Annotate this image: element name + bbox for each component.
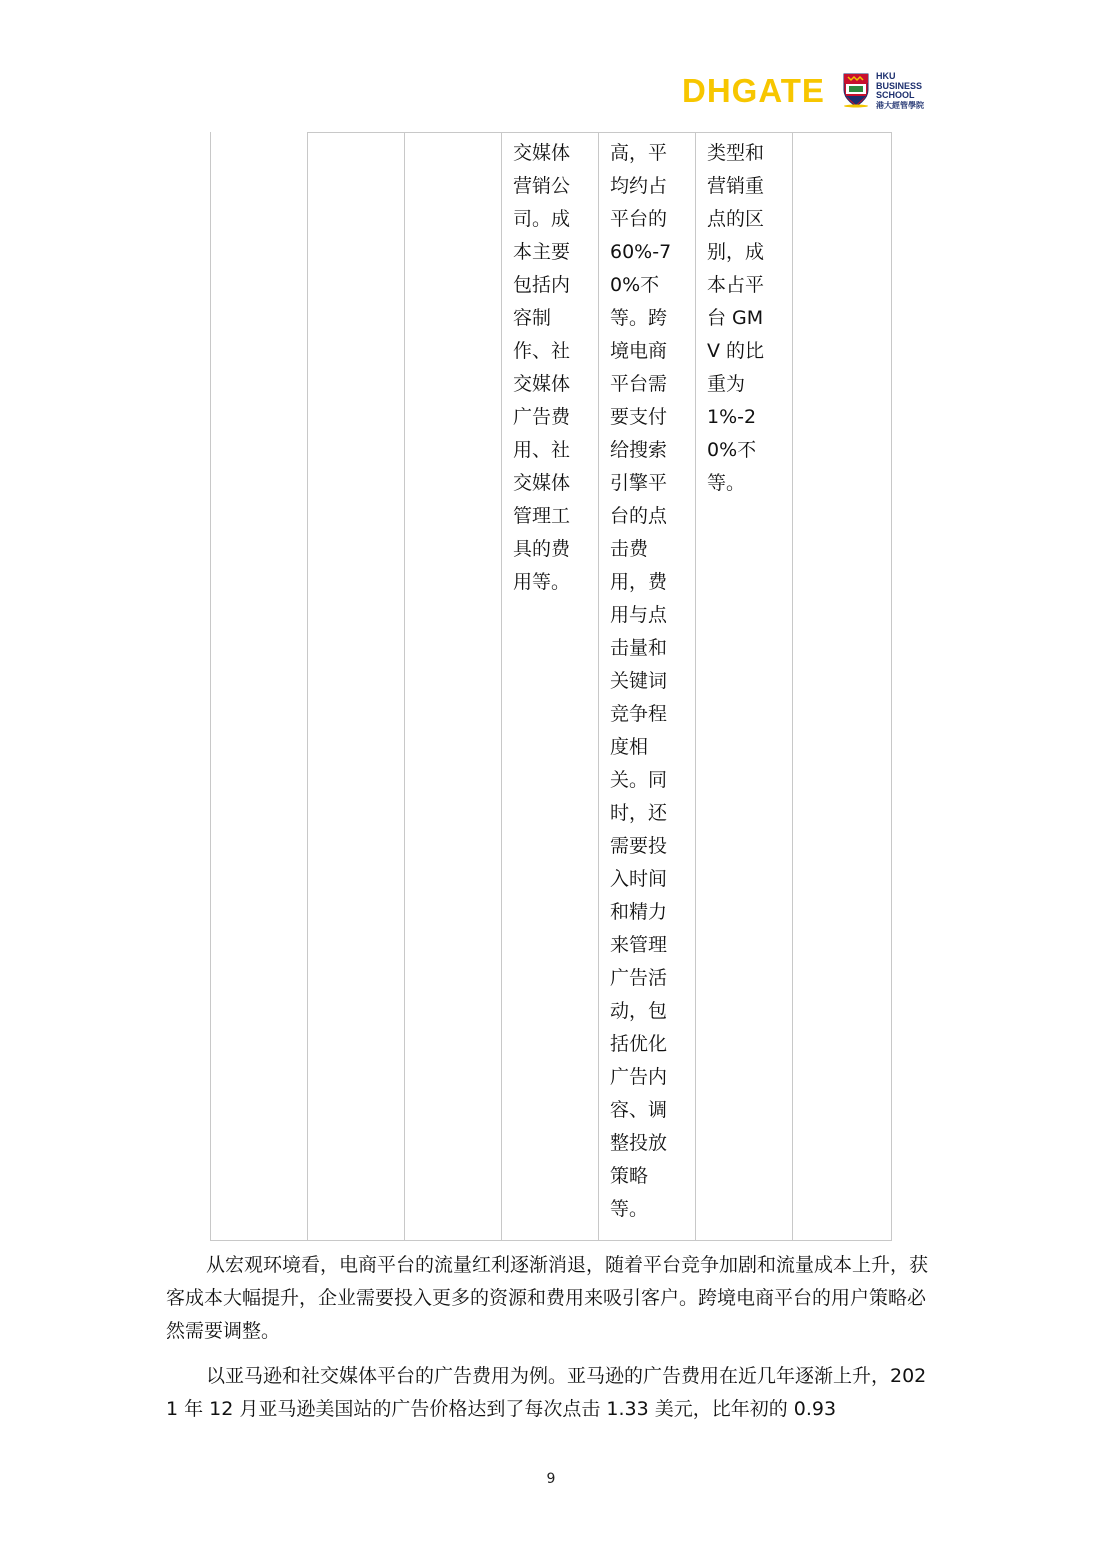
table-cell-text: 类型和营销重点的区别，成本占平台 GMV 的比重为 1%-20%不等。 bbox=[707, 142, 765, 494]
hku-line-2: BUSINESS bbox=[876, 80, 923, 91]
table-right-border bbox=[891, 132, 892, 1240]
hku-business-school-logo-text bbox=[876, 72, 924, 110]
table-bottom-border bbox=[210, 1240, 892, 1241]
page-header bbox=[680, 70, 940, 114]
hku-line-1: HKU bbox=[876, 71, 896, 81]
hku-line-3: SCHOOL bbox=[876, 90, 915, 100]
table-column-6 bbox=[695, 132, 792, 1240]
table-column-5 bbox=[598, 132, 695, 1240]
table-column-1 bbox=[210, 132, 307, 1240]
table-cell-text: 交媒体营销公司。成本主要包括内容制作、社交媒体广告费用、社交媒体管理工具的费用等。 bbox=[513, 142, 571, 593]
hku-line-4: 港大經管學院 bbox=[876, 100, 924, 110]
table-column-4 bbox=[501, 132, 598, 1240]
table-column-2 bbox=[307, 132, 404, 1240]
table-column-7 bbox=[792, 132, 892, 1240]
hku-crest-icon bbox=[842, 72, 870, 108]
body-paragraph-1: 从宏观环境看，电商平台的流量红利逐渐消退，随着平台竞争加剧和流量成本上升，获客成本大幅提升，企业需要投入更多的资源和费用来吸引客户。跨境电商平台的用户策略必然需要调整。 bbox=[166, 1254, 929, 1342]
table-column-3 bbox=[404, 132, 501, 1240]
body-paragraph-2: 以亚马逊和社交媒体平台的广告费用为例。亚马逊的广告费用在近几年逐渐上升，2021 年 12 月亚马逊美国站的广告价格达到了每次点击 1.33 美元，比年初的 0.93 bbox=[166, 1365, 927, 1420]
page-number: 9 bbox=[546, 1471, 556, 1487]
dhgate-logo: DHGATE bbox=[682, 72, 825, 109]
table-cell-text: 高，平均约占平台的60%-70%不等。跨境电商平台需要支付给搜索引擎平台的点击费用，费用与点击量和关键词竞争程度相关。同时，还需要投入时间和精力来管理广告活动，包括优化广告内容、调整投放策略等。 bbox=[610, 142, 672, 1220]
comparison-table-fragment bbox=[210, 132, 892, 1242]
